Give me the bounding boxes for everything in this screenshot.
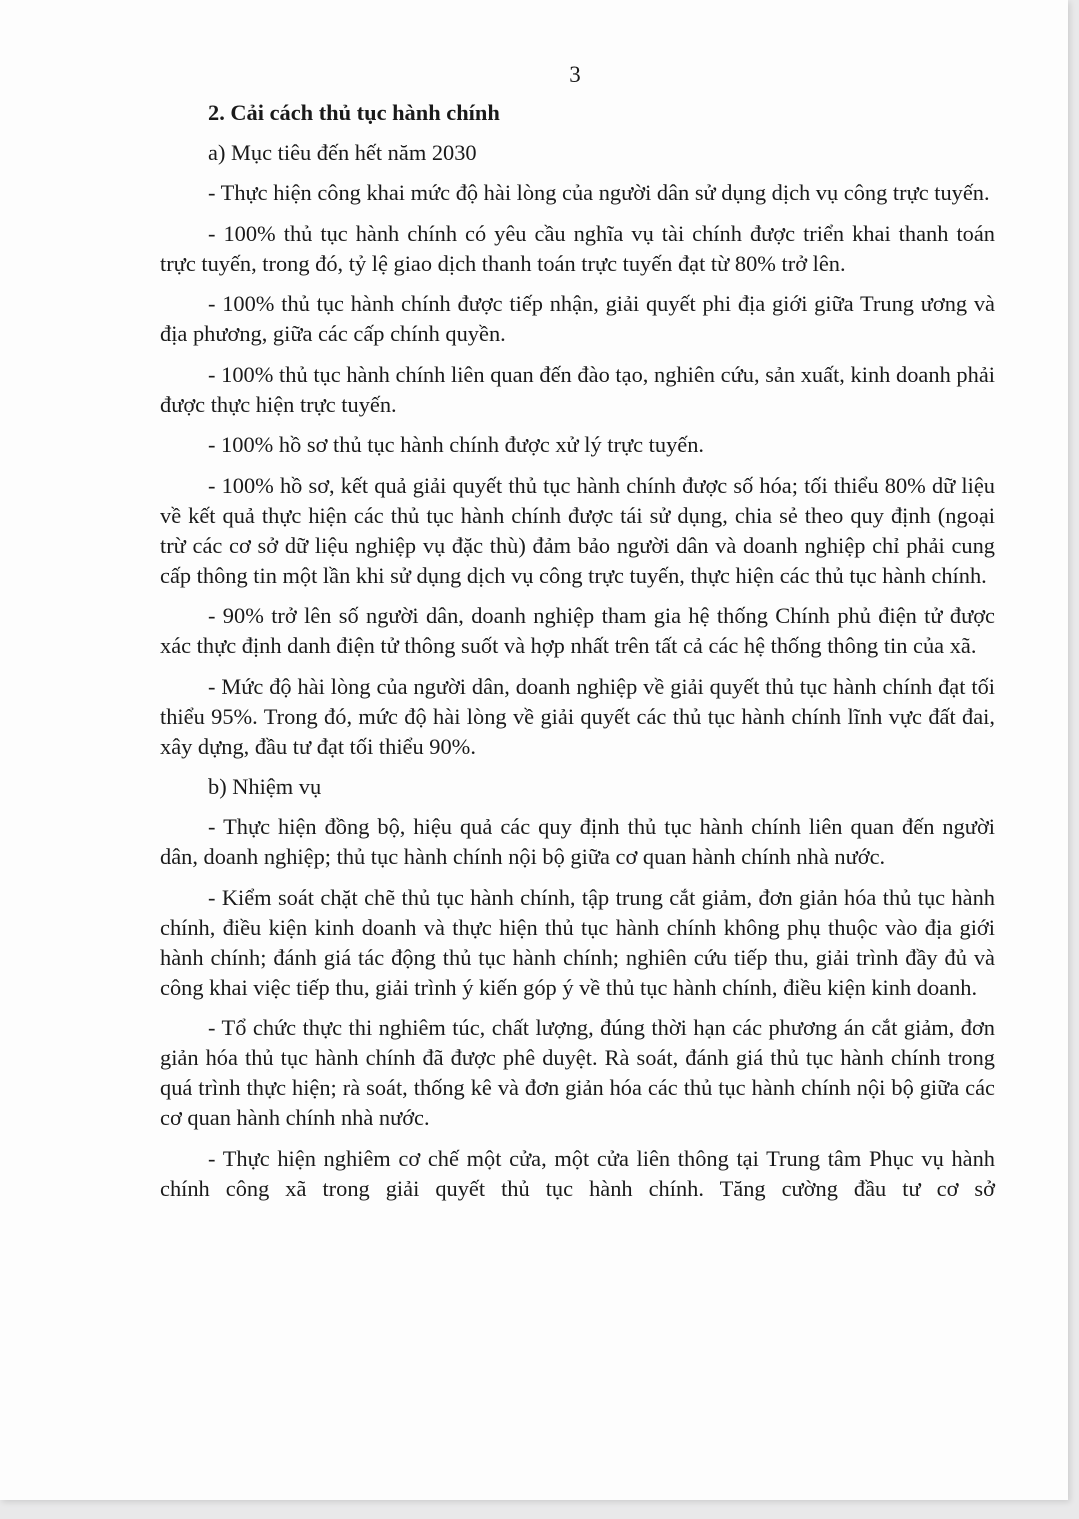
document-body [160, 98, 995, 1214]
part-a-item: - 90% trở lên số người dân, doanh nghiệp tham gia hệ thống Chính phủ điện tử được xác thực định danh điện tử thông suốt và hợp nhất trên tất cả các hệ thống thông tin của xã. [160, 603, 995, 658]
part-a-item: - Thực hiện công khai mức độ hài lòng của người dân sử dụng dịch vụ công trực tuyến. [208, 180, 990, 205]
part-b-title: b) Nhiệm vụ [208, 774, 322, 799]
part-a-item: - 100% hồ sơ thủ tục hành chính được xử lý trực tuyến. [208, 432, 704, 457]
part-a-title: a) Mục tiêu đến hết năm 2030 [208, 140, 477, 165]
part-b-item: - Tổ chức thực thi nghiêm túc, chất lượng, đúng thời hạn các phương án cắt giảm, đơn giản hóa thủ tục hành chính đã được phê duyệt. Rà soát, đánh giá thủ tục hành chính trong quá trình thực hiện; rà soát, thống kê và đơn giản hóa các thủ tục hành chính nội bộ giữa các cơ quan hành chính nhà nước. [160, 1015, 995, 1130]
page-number: 3 [569, 62, 581, 87]
part-a-item: - 100% thủ tục hành chính liên quan đến đào tạo, nghiên cứu, sản xuất, kinh doanh phải được thực hiện trực tuyến. [160, 361, 995, 417]
part-b-item: - Thực hiện nghiêm cơ chế một cửa, một cửa liên thông tại Trung tâm Phục vụ hành chính công xã trong giải quyết thủ tục hành chính. Tăng cường đầu tư cơ sở [160, 1145, 995, 1201]
part-a-item: - 100% thủ tục hành chính được tiếp nhận, giải quyết phi địa giới giữa Trung ương và địa phương, giữa các cấp chính quyền. [160, 291, 995, 346]
part-a-item: - 100% thủ tục hành chính có yêu cầu nghĩa vụ tài chính được triển khai thanh toán trực tuyến, trong đó, tỷ lệ giao dịch thanh toán trực tuyến đạt từ 80% trở lên. [160, 220, 995, 276]
part-b-item: - Thực hiện đồng bộ, hiệu quả các quy định thủ tục hành chính liên quan đến người dân, doanh nghiệp; thủ tục hành chính nội bộ giữa cơ quan hành chính nhà nước. [160, 814, 995, 869]
part-a-item: - 100% hồ sơ, kết quả giải quyết thủ tục hành chính được số hóa; tối thiểu 80% dữ liệu về kết quả thực hiện các thủ tục hành chính được tái sử dụng, chia sẻ theo quy định (ngoại trừ các cơ sở dữ liệu nghiệp vụ đặc thù) đảm bảo người dân và doanh nghiệp chỉ phải cung cấp thông tin một lần khi sử dụng dịch vụ công trực tuyến, thực hiện các thủ tục hành chính. [160, 472, 995, 588]
part-a-item: - Mức độ hài lòng của người dân, doanh nghiệp về giải quyết thủ tục hành chính đạt tối thiểu 95%. Trong đó, mức độ hài lòng về giải quyết các thủ tục hành chính lĩnh vực đất đai, xây dựng, đầu tư đạt tối thiểu 90%. [160, 673, 995, 759]
part-b-item: - Kiểm soát chặt chẽ thủ tục hành chính, tập trung cắt giảm, đơn giản hóa thủ tục hành chính, điều kiện kinh doanh và thực hiện thủ tục hành chính không phụ thuộc vào địa giới hành chính; đánh giá tác động thủ tục hành chính; nghiên cứu tiếp thu, giải trình đầy đủ và công khai việc tiếp thu, giải trình ý kiến góp ý về thủ tục hành chính, điều kiện kinh doanh. [160, 884, 995, 1000]
section-title: 2. Cải cách thủ tục hành chính [208, 100, 500, 125]
